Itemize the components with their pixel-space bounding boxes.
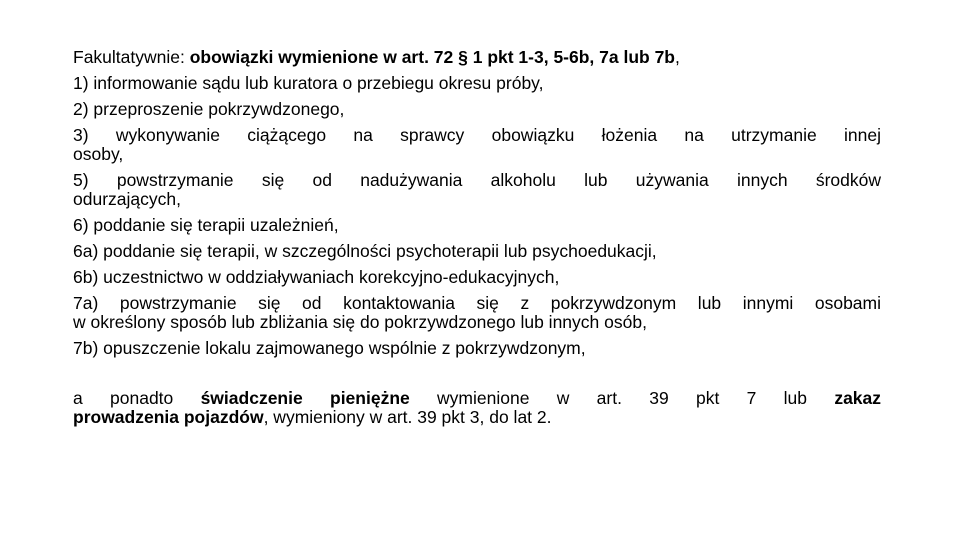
closing-bold1: świadczenie pieniężne bbox=[200, 388, 410, 408]
list-item-3 bbox=[73, 126, 881, 164]
list-item-text: 7b) opuszczenie lokalu zajmowanego wspólnie z pokrzywdzonym, bbox=[73, 338, 586, 358]
closing-part3: , wymieniony w art. 39 pkt 3, do lat 2. bbox=[263, 407, 552, 427]
closing-part2: wymienione w art. 39 pkt 7 lub bbox=[409, 388, 835, 408]
closing-paragraph bbox=[73, 389, 881, 427]
closing-bold2a: zakaz bbox=[834, 388, 882, 408]
list-item-text: 6a) poddanie się terapii, w szczególności psychoterapii lub psychoedukacji, bbox=[73, 241, 657, 261]
list-item-text-rest: osoby, bbox=[73, 144, 124, 164]
list-item-2 bbox=[73, 100, 881, 119]
list-item-text-rest: w określony sposób lub zbliżania się do pokrzywdzonego lub innych osób, bbox=[73, 312, 647, 332]
closing-bold2b: prowadzenia pojazdów bbox=[73, 407, 264, 427]
list-item-text-first: 7a) powstrzymanie się od kontaktowania się z pokrzywdzonym lub innymi osobami bbox=[73, 293, 881, 313]
list-item-text-first: 3) wykonywanie ciążącego na sprawcy obowiązku łożenia na utrzymanie innej bbox=[73, 125, 881, 145]
list-item-6a bbox=[73, 242, 881, 261]
intro-line bbox=[73, 48, 881, 67]
slide-content bbox=[73, 48, 881, 434]
closing-first-line bbox=[73, 389, 881, 408]
list-item-text-rest: odurzających, bbox=[73, 189, 181, 209]
list-item-6 bbox=[73, 216, 881, 235]
intro-bold: obowiązki wymienione w art. 72 § 1 pkt 1-3, 5-6b, 7a lub 7b bbox=[189, 47, 676, 67]
list-item-text: 6) poddanie się terapii uzależnień, bbox=[73, 215, 339, 235]
intro-suffix: , bbox=[675, 47, 680, 67]
list-item-6b bbox=[73, 268, 881, 287]
list-item-7b bbox=[73, 339, 881, 358]
list-item-text-first: 5) powstrzymanie się od nadużywania alkoholu lub używania innych środków bbox=[73, 170, 881, 190]
list-item-1 bbox=[73, 74, 881, 93]
list-item-7a bbox=[73, 294, 881, 332]
list-item-text: 6b) uczestnictwo w oddziaływaniach korekcyjno-edukacyjnych, bbox=[73, 267, 560, 287]
closing-part1: a ponadto bbox=[73, 388, 201, 408]
closing-second-line bbox=[73, 407, 552, 427]
list-item-5 bbox=[73, 171, 881, 209]
intro-prefix: Fakultatywnie: bbox=[73, 47, 190, 67]
list-item-text: 2) przeproszenie pokrzywdzonego, bbox=[73, 99, 345, 119]
list-item-text: 1) informowanie sądu lub kuratora o przebiegu okresu próby, bbox=[73, 73, 544, 93]
